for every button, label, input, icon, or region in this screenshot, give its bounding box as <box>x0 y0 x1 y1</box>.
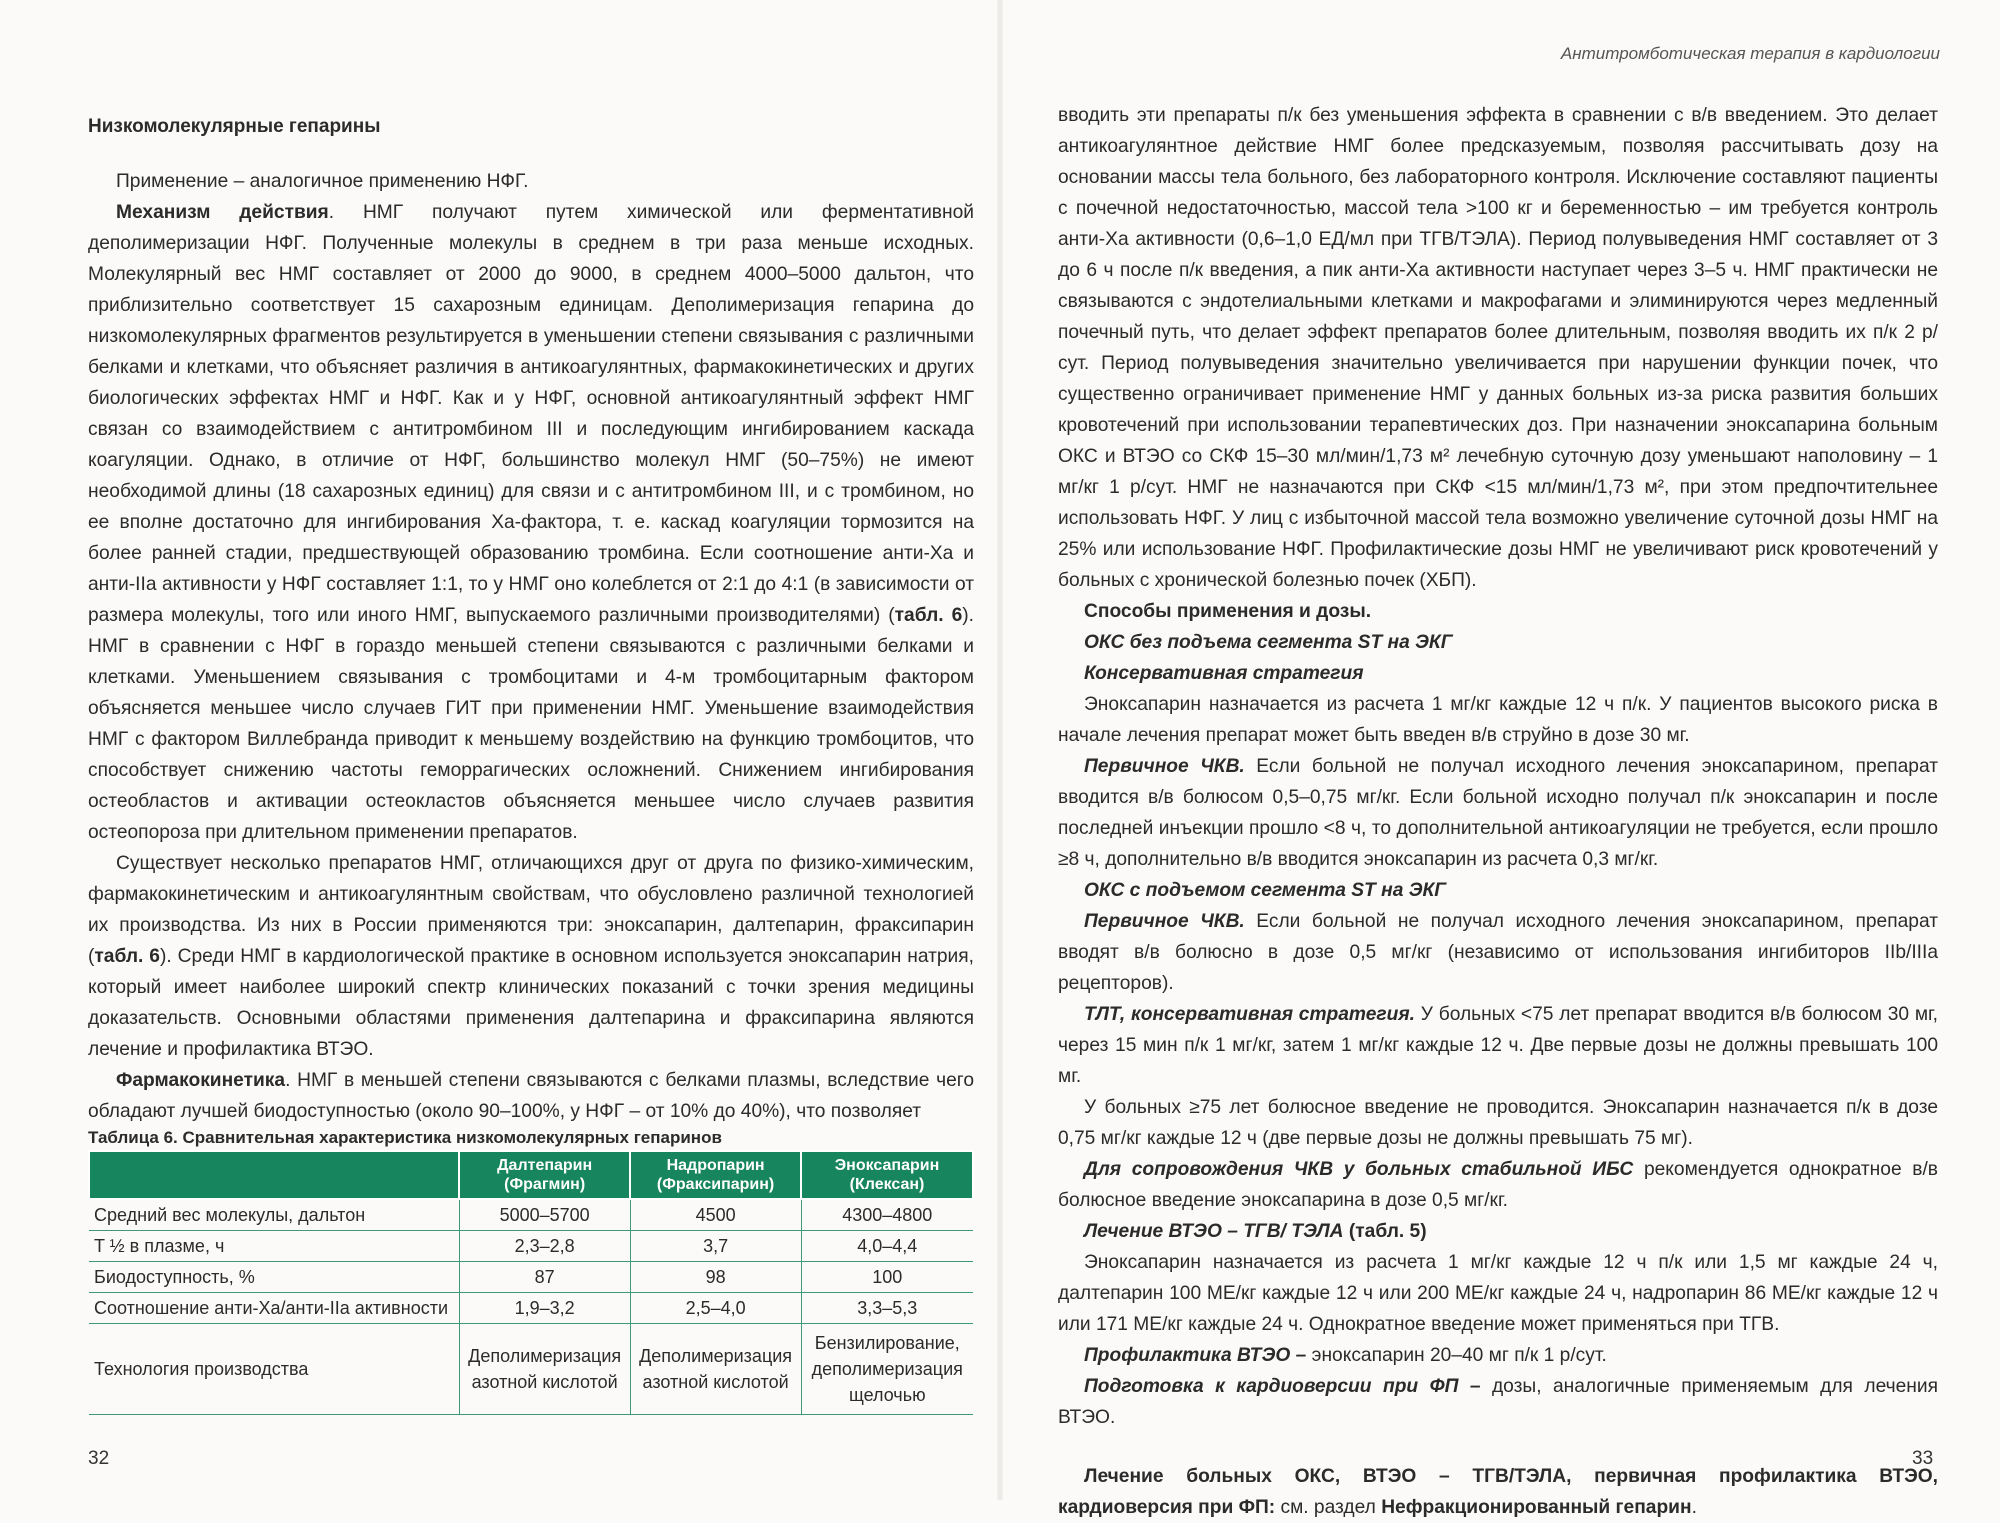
text-tlt: У больных <75 лет препарат вводится в/в болюсом 30 мг, через 15 мин п/к 1 мг/кг, затем 1 мг/кг каждые 12 ч. Две первые дозы не должны превышать 100 мг. <box>1058 1004 1938 1087</box>
table-row <box>89 1262 973 1293</box>
table-caption: Таблица 6. Сравнительная характеристика низкомолекулярных гепаринов <box>88 1128 722 1147</box>
existing-text: Существует несколько препаратов НМГ, отличающихся друг от друга по физико-химическим, фармакокинетическим и антикоагулянтным свойствам, что обусловлено различной технологией их производства. Из них в России применяются три: эноксапарин, далтепарин, фраксипарин ( <box>88 853 974 967</box>
row-label: Соотношение анти-Ха/анти-IIa активности <box>89 1293 459 1324</box>
left-page <box>0 0 1000 1500</box>
paragraph-pchkv-1 <box>1058 751 1938 875</box>
table-ref-2: табл. 6 <box>94 946 160 967</box>
table-cell: 3,3–5,3 <box>801 1293 973 1324</box>
paragraph-pchkv-2 <box>1058 906 1938 999</box>
table-row <box>89 1324 973 1415</box>
table-cell: Бензилирование, деполимеризация щелочью <box>801 1324 973 1415</box>
paragraph-75: У больных ≥75 лет болюсное введение не проводится. Эноксапарин назначается п/к в дозе 0,75 мг/кг каждые 12 ч (две первые дозы не должны превышать 75 мг). <box>1058 1097 1938 1149</box>
paragraph-intro: вводить эти препараты п/к без уменьшения эффекта в сравнении с в/в введением. Это делает антикоагулянтное действие НМГ более предсказуемым, позволяя рассчитывать дозу на основании массы тела больного, без лабораторного контроля. Исключение составляют пациенты с почечной недостаточностью, массой тела >100 кг и беременностью – им требуется контроль анти-Ха активности (0,6–1,0 ЕД/мл при ТГВ/ТЭЛА). Период полувыведения НМГ составляет от 3 до 6 ч после п/к введения, а пик анти-Ха активности наступает через 3–5 ч. НМГ практически не связываются с эндотелиальными клетками и макрофагами и элиминируются через медленный почечный путь, что делает эффект препаратов более длительным, позволяя вводить их п/к 2 р/сут. Период полувыведения значительно увеличивается при нарушении функции почек, что существенно ограничивает применение НМГ у данных больных из-за риска развития больших кровотечений при использовании терапевтических доз. При назначении эноксапарина больным ОКС и ВТЭО со СКФ 15–30 мл/мин/1,73 м² лечебную суточную дозу уменьшают наполовину – 1 мг/кг 1 р/сут. НМГ не назначаются при СКФ <15 мл/мин/1,73 м², при этом предпочтительнее использовать НФГ. У лиц с избыточной массой тела возможно увеличение суточной дозы НМГ на 25% или использование НФГ. Профилактические дозы НМГ не увеличивают риск кровотечений у больных с хронической болезнью почек (ХБП). <box>1058 105 1938 591</box>
row-label: Средний вес молекулы, дальтон <box>89 1199 459 1231</box>
existing-text-2: ). Среди НМГ в кардиологической практике в основном используется эноксапарин натрия, который имеет наиболее широкий спектр клинических показаний с точки зрения медицины доказательств. Основными областями применения далтепарина и фраксипарина являются лечение и профилактика ВТЭО. <box>88 946 975 1060</box>
mechanism-text-2: ). НМГ в сравнении с НФГ в гораздо меньшей степени связываются с различными белками и клетками. Уменьшением связывания с тромбоцитами и 4-м тромбоцитарным фактором объясняется меньшее число случаев ГИТ при применении НМГ. Уменьшение взаимодействия НМГ с фактором Виллебранда приводит к меньшему воздействию на функцию тромбоцитов, что способствует снижению частоты геморрагических осложнений. Снижением ингибирования остеобластов и активации остеокластов объясняется меньшее число случаев развития остеопороза при длительном применении препаратов. <box>88 605 974 843</box>
table-cell: 4300–4800 <box>801 1199 973 1231</box>
heading-methods: Способы применения и дозы. <box>1084 601 1372 622</box>
table-cell: 1,9–3,2 <box>459 1293 630 1324</box>
table-cell: 87 <box>459 1262 630 1293</box>
row-label: T ½ в плазме, ч <box>89 1231 459 1262</box>
label-final: Лечение больных ОКС, ВТЭО – ТГВ/ТЭЛА, первичная профилактика ВТЭО, кардиоверсия при ФП: <box>1058 1466 1938 1518</box>
paragraph-conservative: Эноксапарин назначается из расчета 1 мг/кг каждые 12 ч п/к. У пациентов высокого риска в начале лечения препарат может быть введен в/в струйно в дозе 30 мг. <box>1058 694 1938 746</box>
row-label: Биодоступность, % <box>89 1262 459 1293</box>
table-cell: 4500 <box>630 1199 801 1231</box>
table-row <box>89 1199 973 1231</box>
label-tlt: ТЛТ, консервативная стратегия. <box>1084 1004 1415 1025</box>
label-vteo: Лечение ВТЭО – ТГВ/ ТЭЛА <box>1084 1221 1344 1242</box>
comparison-table <box>88 1150 974 1415</box>
heading-conservative: Консервативная стратегия <box>1084 663 1364 684</box>
label-pchkv-1: Первичное ЧКВ. <box>1084 756 1245 777</box>
heading-vteo <box>1058 1216 1938 1247</box>
pk-label: Фармакокинетика <box>116 1070 286 1091</box>
pk-text: . НМГ в меньшей степени связываются с белками плазмы, вследствие чего обладают лучшей биодоступностью (около 90–100%, у НФГ – от 10% до 40%), что позволяет <box>88 1070 974 1122</box>
label-stable: Для сопровождения ЧКВ у больных стабильной ИБС <box>1084 1159 1634 1180</box>
final-end: . <box>1691 1497 1697 1518</box>
label-cardio: Подготовка к кардиоверсии при ФП – <box>1084 1376 1481 1397</box>
mechanism-text: . НМГ получают путем химической или ферментативной деполимеризации НФГ. Полученные молекулы в среднем в три раза меньше исходных. Молекулярный вес НМГ составляет от 2000 до 9000, в среднем 4000–5000 дальтон, что приблизительно соответствует 15 сахарозным единицам. Деполимеризация гепарина до низкомолекулярных фрагментов результируется в уменьшении степени связывания с различными белками и клетками, что объясняет различия в антикоагулянтных, фармакокинетических и других биологических эффектах НМГ и НФГ. Как и у НФГ, основной антикоагулянтный эффект НМГ связан со взаимодействием с антитромбином III и последующим ингибированием каскада коагуляции. Однако, в отличие от НФГ, большинство молекул НМГ (50–75%) не имеют необходимой длины (18 сахарозных единиц) для связи и с антитромбином III, и с тромбином, но ее вполне достаточно для ингибирования Ха-фактора, т. е. каскад коагуляции тормозится на более ранней стадии, предшествующей образованию тромбина. Если соотношение анти-Ха и анти-IIa активности у НФГ составляет 1:1, то у НМГ оно колеблется от 2:1 до 4:1 (в зависимости от размера молекулы, того или иного НМГ, выпускаемого различными производителями) ( <box>88 202 974 626</box>
text-stable: рекомендуется однократное в/в болюсное введение эноксапарина в дозе 0,5 мг/кг. <box>1058 1159 1938 1211</box>
table-cell: 2,3–2,8 <box>459 1231 630 1262</box>
paragraph-proph <box>1058 1340 1938 1371</box>
table-ref: табл. 6 <box>894 605 963 626</box>
table-cell: Деполимеризация азотной кислотой <box>630 1324 801 1415</box>
page-number: 32 <box>88 1448 110 1469</box>
label-vteo-ref: (табл. 5) <box>1343 1221 1427 1242</box>
left-body <box>88 166 974 1127</box>
paragraph-mechanism <box>88 197 974 848</box>
table-cell: 2,5–4,0 <box>630 1293 801 1324</box>
page-number-right: 33 <box>1912 1448 1934 1469</box>
running-head: Антитромботическая терапия в кардиологии <box>1560 44 1940 63</box>
text-pchkv-1: Если больной не получал исходного лечения эноксапарином, препарат вводится в/в болюсом 0,5–0,75 мг/кг. Если больной исходно получал п/к эноксапарин и после последней инъекции прошло <8 ч, то дополнительной антикоагуляции не требуется, если прошло ≥8 ч, дополнительно в/в вводится эноксапарин из расчета 0,3 мг/кг. <box>1058 756 1938 870</box>
table-cell: 100 <box>801 1262 973 1293</box>
table-cell: 5000–5700 <box>459 1199 630 1231</box>
table-cell: 3,7 <box>630 1231 801 1262</box>
right-body <box>1058 100 1938 1523</box>
table-header-blank <box>89 1151 459 1199</box>
paragraph-existing <box>88 848 974 1065</box>
mechanism-label: Механизм действия <box>116 202 329 223</box>
table-cell: Деполимеризация азотной кислотой <box>459 1324 630 1415</box>
table-row <box>89 1293 973 1324</box>
row-label: Технология производства <box>89 1324 459 1415</box>
label-pchkv-2: Первичное ЧКВ. <box>1084 911 1245 932</box>
text-pchkv-2: Если больной не получал исходного лечения эноксапарином, препарат вводят в/в болюсно в дозе 0,5 мг/кг (независимо от использования ингибиторов IIb/IIIa рецепторов). <box>1058 911 1938 994</box>
final-ref: Нефракционированный гепарин <box>1381 1497 1692 1518</box>
table-cell: 4,0–4,4 <box>801 1231 973 1262</box>
text-final: см. раздел <box>1275 1497 1382 1518</box>
heading-oks-no-st: ОКС без подъема сегмента ST на ЭКГ <box>1084 632 1453 653</box>
label-proph: Профилактика ВТЭО – <box>1084 1345 1307 1366</box>
table-cell: 98 <box>630 1262 801 1293</box>
paragraph-vteo: Эноксапарин назначается из расчета 1 мг/кг каждые 12 ч п/к или 1,5 мг каждые 24 ч, далтепарин 100 МЕ/кг каждые 12 ч или 200 МЕ/кг каждые 24 ч, надропарин 86 МЕ/кг каждые 12 ч или 171 МЕ/кг каждые 24 ч. Однократное введение может применяться при ТГВ. <box>1058 1252 1938 1335</box>
table-header: Надропарин (Фраксипарин) <box>630 1151 801 1199</box>
text-cardio: дозы, аналогичные применяемым для лечения ВТЭО. <box>1058 1376 1938 1428</box>
text-proph: эноксапарин 20–40 мг п/к 1 р/сут. <box>1306 1345 1607 1366</box>
paragraph-application: Применение – аналогичное применению НФГ. <box>116 171 529 192</box>
section-title: Низкомолекулярные гепарины <box>88 116 381 137</box>
paragraph-cardio <box>1058 1371 1938 1433</box>
paragraph-stable <box>1058 1154 1938 1216</box>
table-header: Далтепарин (Фрагмин) <box>459 1151 630 1199</box>
paragraph-pharmacokinetics <box>88 1065 974 1127</box>
table-header-row <box>89 1151 973 1199</box>
heading-oks-st: ОКС с подъемом сегмента ST на ЭКГ <box>1084 880 1447 901</box>
table-header: Эноксапарин (Клексан) <box>801 1151 973 1199</box>
table-row <box>89 1231 973 1262</box>
paragraph-tlt <box>1058 999 1938 1092</box>
paragraph-final <box>1058 1461 1938 1523</box>
